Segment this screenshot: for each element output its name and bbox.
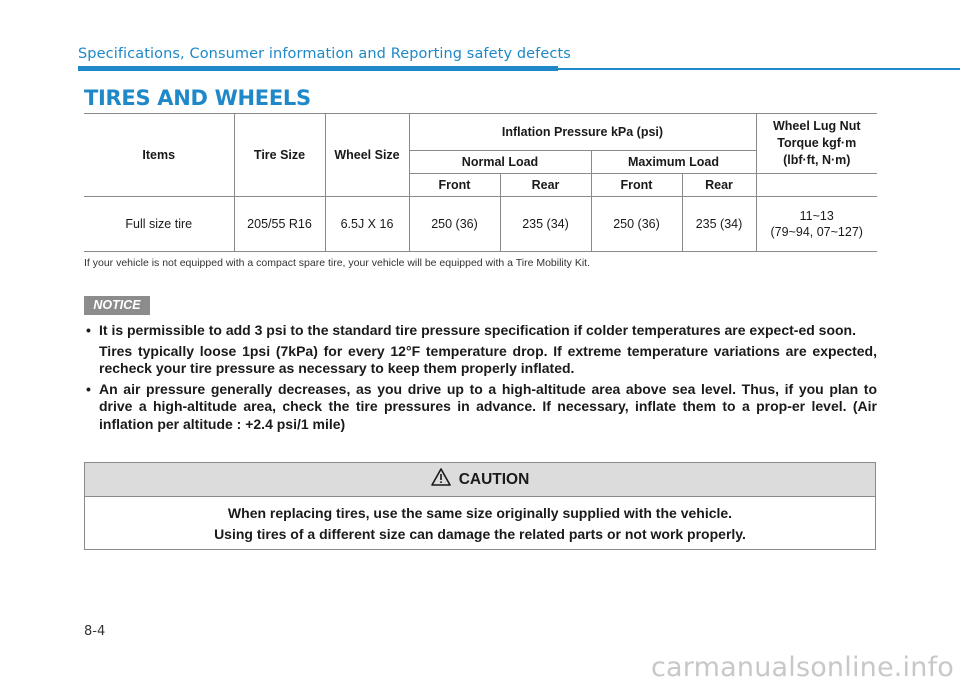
header-lug-nut-torque xyxy=(756,114,877,174)
header-rule-thick xyxy=(78,66,558,71)
caution-header xyxy=(85,463,875,497)
header-normal-rear: Rear xyxy=(500,174,591,197)
table-footnote: If your vehicle is not equipped with a compact spare tire, your vehicle will be equipped with a Tire Mobility Kit. xyxy=(84,257,590,269)
torque-line2: (79~94, 07~127) xyxy=(770,225,863,239)
cell-tire-size: 205/55 R16 xyxy=(234,197,325,252)
warning-triangle-icon xyxy=(431,468,451,491)
cell-max-front: 250 (36) xyxy=(591,197,682,252)
section-header xyxy=(78,46,571,62)
caution-line-2: Using tires of a different size can damage the related parts or not work properly. xyxy=(214,526,746,542)
bullet-dot: • xyxy=(86,380,91,397)
header-items: Items xyxy=(84,114,234,197)
header-wheel-size: Wheel Size xyxy=(325,114,409,197)
caution-line-1: When replacing tires, use the same size originally supplied with the vehicle. xyxy=(227,505,733,521)
header-lug-spacer xyxy=(756,174,877,197)
cell-item: Full size tire xyxy=(84,197,234,252)
header-max-rear: Rear xyxy=(682,174,756,197)
notice-bullet-1 xyxy=(84,322,877,340)
cell-max-rear: 235 (34) xyxy=(682,197,756,252)
lug-nut-line1: Wheel Lug Nut xyxy=(773,119,861,133)
watermark: carmanualsonline.info xyxy=(651,652,954,683)
header-tire-size: Tire Size xyxy=(234,114,325,197)
header-rule-thin xyxy=(558,68,960,70)
notice-bullet-2 xyxy=(84,381,877,434)
header-inflation-pressure: Inflation Pressure kPa (psi) xyxy=(409,114,756,151)
header-normal-load: Normal Load xyxy=(409,151,591,174)
table-row xyxy=(84,197,877,252)
caution-box xyxy=(84,462,876,550)
notice-paragraph: Tires typically loose 1psi (7kPa) for every 12°F temperature drop. If extreme temperature variations are expected, recheck your tire pressure as necessary to keep them properly inflated. xyxy=(99,342,877,377)
lug-nut-line2: Torque kgf·m xyxy=(777,136,857,150)
page-number: 8-4 xyxy=(84,624,106,639)
lug-nut-line3: (lbf·ft, N·m) xyxy=(783,153,851,167)
notice-bullet-1-text: It is permissible to add 3 psi to the standard tire pressure specification if colder temperatures are expect-ed soon. xyxy=(99,322,856,338)
cell-torque xyxy=(756,197,877,252)
page-title: TIRES AND WHEELS xyxy=(84,86,311,110)
header-normal-front: Front xyxy=(409,174,500,197)
caution-title: CAUTION xyxy=(458,470,530,488)
notice-content xyxy=(84,322,877,434)
cell-normal-front: 250 (36) xyxy=(409,197,500,252)
notice-badge: NOTICE xyxy=(84,296,150,315)
cell-normal-rear: 235 (34) xyxy=(500,197,591,252)
section-header-label: Specifications, Consumer information and Reporting safety defects xyxy=(78,46,571,62)
tire-spec-table xyxy=(84,113,877,252)
caution-body xyxy=(85,497,875,545)
cell-wheel-size: 6.5J X 16 xyxy=(325,197,409,252)
header-maximum-load: Maximum Load xyxy=(591,151,756,174)
torque-line1: 11~13 xyxy=(799,209,834,223)
bullet-dot: • xyxy=(86,322,91,338)
notice-bullet-2-text: An air pressure generally decreases, as you drive up to a high-altitude area above sea level. Thus, if you plan to drive a high-altitude area, check the tire pressures in advance. If necessary, inflate them to a prop-er level. (Air inflation per altitude : +2.4 psi/1 mile) xyxy=(99,380,877,432)
header-max-front: Front xyxy=(591,174,682,197)
